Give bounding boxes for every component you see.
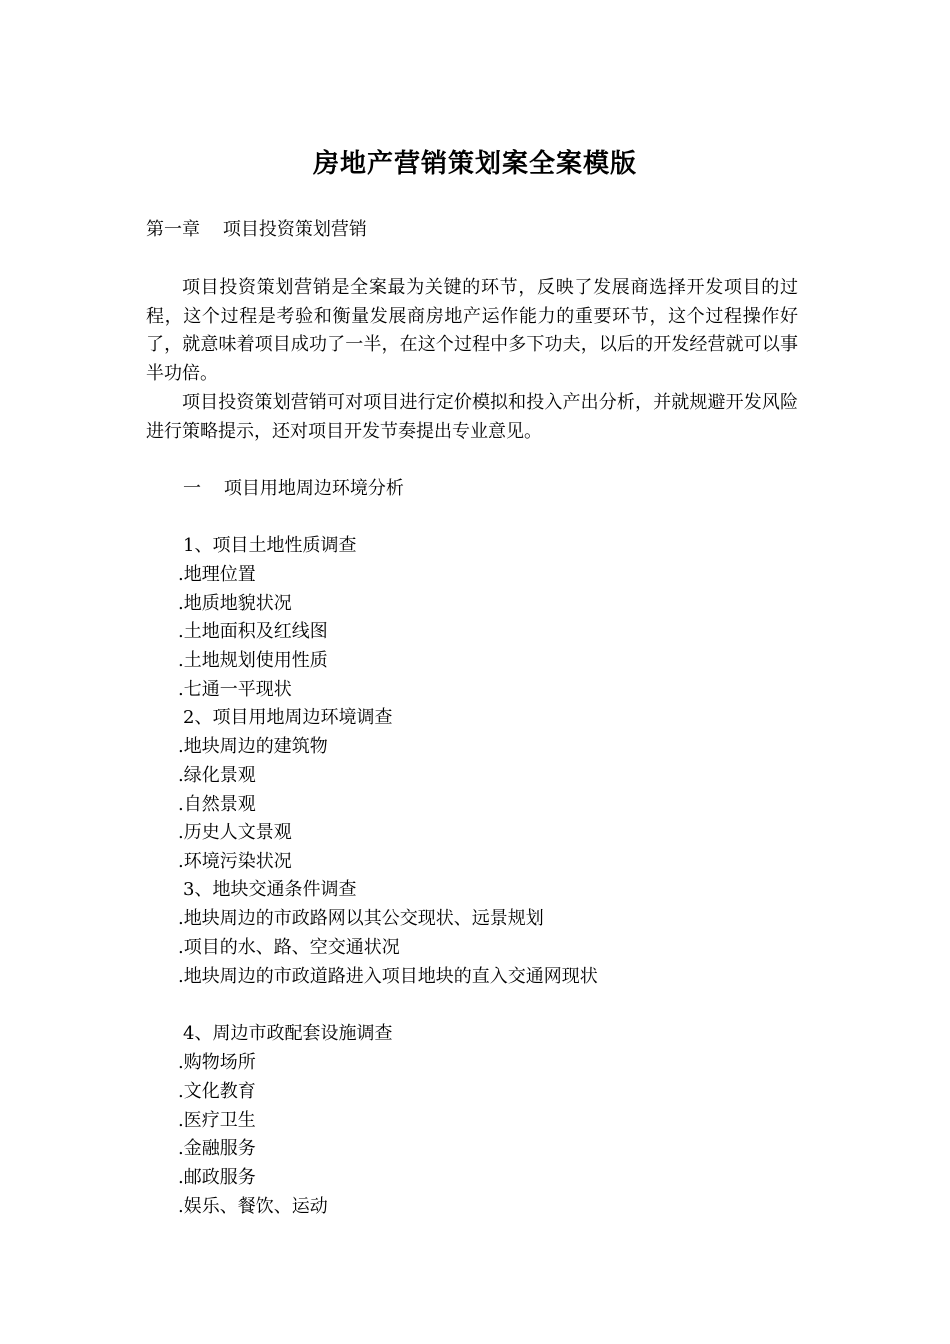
list-item: .文化教育 <box>178 1081 256 1102</box>
list-item: .地质地貌状况 <box>178 592 292 614</box>
list-item: .地块周边的建筑物 <box>178 736 328 757</box>
list-item: .地块周边的市政路网以其公交现状、远景规划 <box>178 908 544 929</box>
list-item: .历史人文景观 <box>178 822 292 843</box>
list-item: .绿化景观 <box>178 765 256 786</box>
list-item: .土地规划使用性质 <box>178 650 328 671</box>
document-title: 房地产营销策划案全案模版 <box>312 149 637 179</box>
body-paragraph: 项目投资策划营销可对项目进行定价模拟和投入产出分析，并就规避开发风险进行策略提示，还对项目开发节奏提出专业意见。 <box>146 392 798 442</box>
section-heading: 一 项目用地周边环境分析 <box>183 478 404 499</box>
subsection-heading: 3、地块交通条件调查 <box>183 879 357 900</box>
list-item: .七通一平现状 <box>178 679 292 700</box>
subsection-heading: 1、项目土地性质调查 <box>183 535 357 556</box>
body-paragraph: 项目投资策划营销是全案最为关键的环节，反映了发展商选择开发项目的过程，这个过程是考验和衡量发展商房地产运作能力的重要环节，这个过程操作好了，就意味着项目成功了一半，在这个过程中多下功夫，以后的开发经营就可以事半功倍。 <box>146 277 798 384</box>
list-item: .邮政服务 <box>178 1167 256 1188</box>
chapter-heading: 第一章 项目投资策划营销 <box>146 219 367 240</box>
subsection-heading: 4、周边市政配套设施调查 <box>183 1023 393 1044</box>
list-item: .环境污染状况 <box>178 851 292 872</box>
list-item: .娱乐、餐饮、运动 <box>178 1196 328 1217</box>
list-item: .金融服务 <box>178 1138 256 1159</box>
list-item: .地块周边的市政道路进入项目地块的直入交通网现状 <box>178 965 598 987</box>
list-item: .自然景观 <box>178 793 256 815</box>
subsection-heading: 2、项目用地周边环境调查 <box>183 707 393 728</box>
list-item: .项目的水、路、空交通状况 <box>178 937 400 958</box>
list-item: .医疗卫生 <box>178 1109 256 1131</box>
list-item: .地理位置 <box>178 564 256 585</box>
list-item: .购物场所 <box>178 1052 256 1073</box>
list-item: .土地面积及红线图 <box>178 621 328 642</box>
